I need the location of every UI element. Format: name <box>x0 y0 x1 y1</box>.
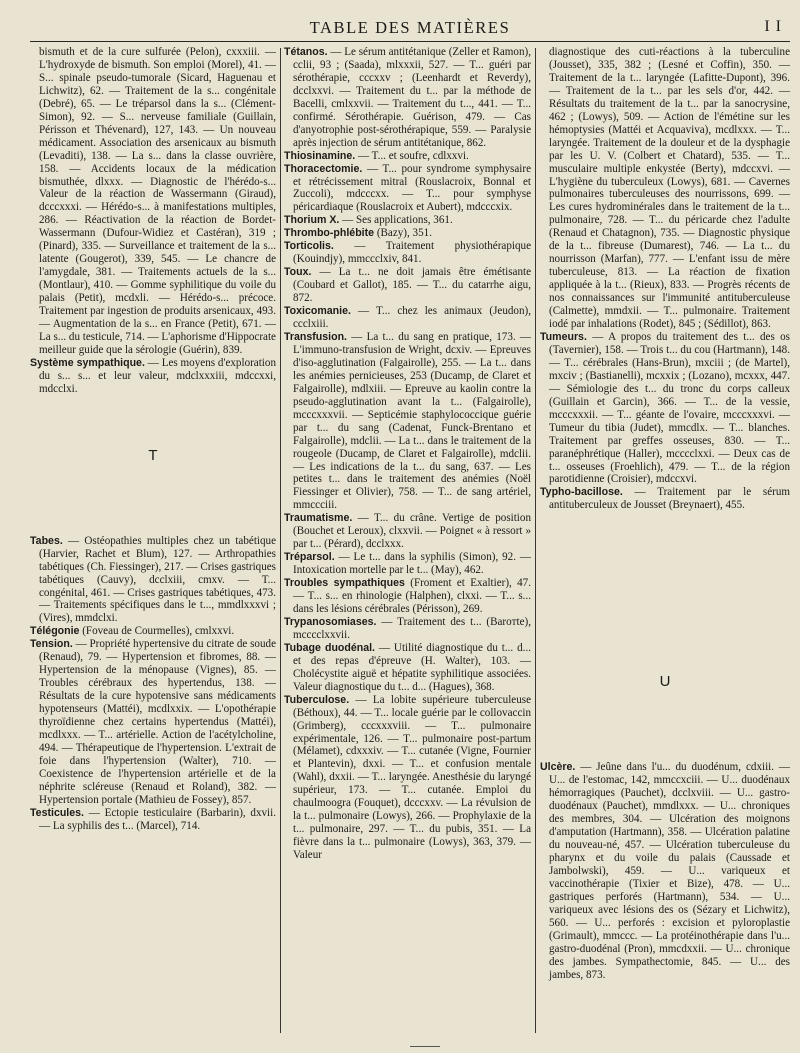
index-entry <box>30 638 276 806</box>
column-divider-1 <box>280 48 281 1033</box>
index-keyword: Trypanosomiases. <box>284 615 377 628</box>
column-1 <box>30 46 276 1046</box>
index-text: (Foveau de Courmelles), cmlxxvi. <box>79 625 235 638</box>
index-entry <box>284 331 531 512</box>
index-entry <box>540 486 790 512</box>
index-entry <box>284 642 531 694</box>
index-text: — Le sérum antitétanique (Zeller et Ramon), cclii, 93 ; (Saada), mlxxxii, 527. — T... guéri par sérothérapie, cccxxv ; (Leenhardt et Reverdy), dcclxxvi. — Traitement du t... par la méthode de Bacelli, cmlxxvii. — Traitement du t..., 441. — T... confirmé. Sérothérapie. Guérison, 479. — Cas d'anyotrophie post-sérothérapique, 559. — Paralysie après injection de sérum antitétanique, 862. <box>293 46 531 149</box>
index-text: bismuth et de la cure sulfurée (Pelon), cxxxiii. — L'hydroxyde de bismuth. Son emploi (Morel), 41. — S... spinale pseudo-tumorale (Sicard, Haguenau et Lichwitz), 62. — Traitement de la s... congénitale (Debré), 65. — Le tréparsol dans la s... (Clément-Simon), 92. — S... nerveuse familiale (Guillain, Périsson et Thévenard), 127, 143. — Un nouveau médicament. Association des arsenicaux au bismuth (Levaditi), 138. — La s... dans la classe ouvrière, 158. — Accidents locaux de la médication bismuthée, dlxxx. — Diagnostic de l'hérédo-s... Valeur de la réaction de Wassermann (Giraud), dcccxxxi. — Hérédo-s... à manifestations multiples, 286. — Réactivation de la réaction de Bordet-Wassermann (Dufour-Widiez et Castéran), 319 ; (Pinard), 335. — Surveillance et traitement de la s... latente (Gougerot), 339, 545. — Le chancre de l'amygdale, 381. — Traitements actuels de la s... (Montlaur), 410. — Gomme syphilitique du voile du palais (Petit), mcdxli. — Hérédo-s... précoce. Traitement par ingestion de produits arsenicaux, 493. — Augmentation de la s... en France (Petit), 671. — La s... du testicule, 714. — L'aphorisme d'Hippocrate meilleur guide que la sérologie (Guérin), 839. <box>39 46 276 356</box>
index-entry <box>284 305 531 331</box>
index-keyword: Troubles sympathiques <box>284 577 405 590</box>
index-entry <box>540 46 790 331</box>
index-entry <box>284 512 531 551</box>
index-text: — Traitement des t... (Baroтte), mcccclxxvii. <box>293 615 531 641</box>
index-text: — T... et soufre, cdlxxvi. <box>355 149 469 162</box>
index-keyword: Thorium X. <box>284 214 340 227</box>
index-entry <box>30 46 276 357</box>
index-keyword: Transfusion. <box>284 330 347 343</box>
index-text: — T... du crâne. Vertige de position (Bouchet et Leroux), clxxvii. — Poignet « à ressort » par t... (Pérard), dcclxxx. <box>293 512 531 551</box>
column-3 <box>540 46 790 1046</box>
index-text: — La lobite supérieure tuberculeuse (Béthoux), 44. — T... locale guérie par le collovaccin (Grimberg), cccxxxviii. — T... pulmonaire expérimentale, 126. — T... pulmonaire post-partum (Mélamet), cdxxxiv. — T... cutanée (Vigne, Fournier et Plantevin), dxxi. — T... et confusion mentale (Wahl), dxxii. — T... laryngée. Anesthésie du laryngé supérieur, 173. — T... cutanée. Emploi du chaulmoogra (Fouquet), dcccxxv. — La révulsion de la t... pulmonaire (Lowys), 266. — Prophylaxie de la t... pulmonaire, 297. — T... du pubis, 351. — La fièvre dans la t... pulmonaire (Lowys), 363, 379. — Valeur <box>293 693 531 862</box>
index-keyword: Tréparsol. <box>284 551 335 564</box>
section-spacer <box>540 701 790 761</box>
index-entry <box>30 625 276 638</box>
index-entry <box>284 240 531 266</box>
column-2 <box>284 46 531 1046</box>
index-text: diagnostique des cuti-réactions à la tuberculine (Jousset), 335, 382 ; (Lesné et Coffin), 350. — Traitement de la t... laryngée (Lafitte-Dupont), 396. — Traitement de la t... par les sels d'or, 442. — Résultats du traitement de la t... par la sanocrysine, 462 ; (Lowys), 509. — Action de l'émétine sur les hémoptysies (Mattéi et Acquaviva), mcdlxxx. — T... laryngée. Traitement de la douleur et de la dysphagie par les U. V. (Colbert et Chatard), 535. — T... musculaire multiple enkystée (Berty), mdccxvi. — L'hygiène du tuberculeux (Lowys), 681. — Cavernes pulmonaires tuberculeuses des nourrissons, 699. — Les cures hydrominérales dans le traitement de la t... pulmonaire, 728. — T... du péricarde chez l'adulte (Renaud et Chatagnon), 735. — Diagnostic physique de la t... fibreuse (Dumarest), 746. — La t... du nourrisson (Marfan), 777. — L'enfant issu de mère tuberculeuse, 813. — La réaction de fixation appliquée à la t... (Rieux), 833. — Progrès récents de nos connaissances sur l'immunité antituberculeuse (Calmette), mmdxii. — T... pulmonaire. Traitement iodé par inhalations (Rodet), 845 ; (Sédillot), 863. <box>549 46 790 331</box>
index-keyword: Thrombo-phlébite <box>284 227 375 240</box>
index-keyword: Système sympathique. <box>30 356 145 369</box>
index-keyword: Toux. <box>284 266 312 279</box>
index-entry <box>284 694 531 862</box>
index-keyword: Tumeurs. <box>540 330 587 343</box>
index-keyword: Thiosinamine. <box>284 149 356 162</box>
index-text: — Ectopie testiculaire (Barbarin), dxvii. — La syphilis des t... (Marcel), 714. <box>39 806 276 832</box>
footer-rule <box>410 1046 440 1047</box>
page-number: I I <box>764 18 782 35</box>
section-letter-t: T <box>148 446 158 464</box>
index-text: — Traitement physiothérapique (Kouindjy), mmccclxiv, 841. <box>293 240 531 266</box>
index-keyword: Thoracectomie. <box>284 162 363 175</box>
index-entry <box>284 227 531 240</box>
index-entry <box>540 331 790 486</box>
header-rule <box>30 41 790 42</box>
index-entry <box>284 266 531 305</box>
index-text: — La t... ne doit jamais être émétisante (Coubard et Gallot), 185. — T... du catarrhe aigu, 872. <box>293 266 531 305</box>
index-entry <box>284 616 531 642</box>
index-entry <box>284 150 531 163</box>
section-spacer <box>30 475 276 535</box>
index-keyword: Tension. <box>30 638 73 651</box>
section-spacer <box>30 396 276 436</box>
index-text: — T... chez les animaux (Jeudon), ccclxiii. <box>293 305 531 331</box>
index-text: — Le t... dans la syphilis (Simon), 92. — Intoxication mortelle par le t... (May), 462. <box>293 551 531 577</box>
index-text: — Ses applications, 361. <box>339 214 453 227</box>
section-spacer <box>540 512 790 662</box>
index-entry <box>284 551 531 577</box>
index-keyword: Typho-bacillose. <box>540 486 623 499</box>
index-keyword: Torticolis. <box>284 240 334 253</box>
index-keyword: Tubage duodénal. <box>284 641 375 654</box>
index-text: — Propriété hypertensive du citrate de soude (Renaud), 79. — Hypertension et fibromes, 88. — Hypertension de la ménopause (Vignes), 85. — Troubles cérébraux des hypertendus, 138. — Résultats de la cure hypotensive sans médicaments hypotenseurs (Mattéi), mcdlxxix. — L'opothérapie thyroïdienne chez certains hypertendus (Mattéi), mcdlxxx. — T... artérielle. Action de l'acétylcholine, 494. — Thérapeutique de l'hypertension. L'extrait de foie dans l'hypertension (Walter), 710. — Coexistence de l'hypertension artérielle et de la néphrite scléreuse (Renaud et Roland), 382. — Hypertension portale (Mathieu de Fossey), 857. <box>39 638 276 806</box>
index-text: — Ostéopathies multiples chez un tabétique (Harvier, Rachet et Blum), 127. — Arthropathies tabétiques (Ch. Fiessinger), 217. — Crises gastriques tabétiques (Cauvy), dcclxiii, cmxv. — T... congénital, 461. — Crises gastriques tabétiques, 473. — Traitements spécifiques dans le t..., mmdlxxxvi ; (Vires), mmdclxi. <box>39 534 276 625</box>
index-keyword: Toxicomanie. <box>284 305 351 318</box>
index-keyword: Traumatisme. <box>284 512 353 525</box>
index-text: — Traitement par le sérum antituberculeux de Jousset (Breynaert), 455. <box>549 486 790 512</box>
index-keyword: Télégonie <box>30 625 80 638</box>
column-divider-2 <box>535 48 536 1033</box>
index-text: — Jeûne dans l'u... du duodénum, cdxiii. — U... de l'estomac, 142, mmccxciii. — U... duodénaux hémorragiques (Pauchet), dcclxviii. — U... gastro-duodénaux (Pauchet), mmdlxxx. — U... chroniques des membres, 304. — Ulcération des moignons d'amputation (Hartmann), 358. — Ulcération palatine du nouveau-né, 457. — Ulcération tuberculeuse du pharynx et du voile du palais (Caussade et Jambolwski), 459. — U... variqueux et vaccinothérapie (Tixier et Bize), 478. — U... gastriques perforés (Hartmann), 534. — U... variqueux avec lésions des os (Sézary et Lichwitz), 560. — U... perforés : excision et pyloroplastie (Grimault), mmccc. — La protéinothérapie dans l'u... gastro-duodénal (Pron), mmcdxxii. — U... chronique des jambes. Sympathectomie, 845. — U... des jambes, 873. <box>549 761 790 981</box>
index-text: (Froment et Exaltier), 47. — T... s... en rhinologie (Halphen), clxxi. — T... s... dans les lésions cérébrales (Périsson), 269. <box>293 577 531 615</box>
index-keyword: Tuberculose. <box>284 693 350 706</box>
index-entry <box>284 163 531 215</box>
section-letter-u: U <box>659 673 671 691</box>
index-keyword: Tabes. <box>30 534 63 547</box>
index-keyword: Testicules. <box>30 806 84 819</box>
index-text: — A propos du traitement des t... des os (Tavernier), 158. — Trois t... du cou (Hartmann), 148. — T... cérébrales (Hans-Brun), mxciii ; (de Martel), mxciv ; (Bastianelli), mcxxix ; (Lozano), mcxxx, 447. — Sémiologie des t... du tronc du corps calleux (Guillain et Garcin), 366. — T... de la vessie, mcccxxxii. — T... géante de l'ovaire, mcccxxxvi. — Tumeur du tibia (Judet), mmcdlx. — T... blanches. Traitement par greffes osseuses, 830. — T... paranéphrétique (Haller), mcccclxxi. — Deux cas de t... osseuses (Froehlich), 479. — T... de la région parotidienne (Croisier), mdccxvi. <box>549 330 790 486</box>
index-entry <box>30 535 276 626</box>
index-entry <box>30 807 276 833</box>
index-entry <box>30 357 276 396</box>
index-entry <box>540 761 790 981</box>
index-text: — Utilité diagnostique du t... d... et des repas d'épreuve (H. Walter), 103. — Cholécystite aiguë et hépatite syphilitique associées. Valeur diagnostique du t... d... (Hagues), 368. <box>293 641 531 693</box>
index-text: (Bazy), 351. <box>374 227 432 240</box>
running-title: TABLE DES MATIÈRES <box>309 18 511 37</box>
index-keyword: Ulcère. <box>540 761 576 774</box>
index-text: — Les moyens d'exploration du s... s... et leur valeur, mdclxxxiii, mdccxxi, mdcclxi. <box>39 356 276 395</box>
index-text: — T... pour syndrome symphysaire et rétrécissement mitral (Rouslacroix, Bonnal et Zuccoli), mdcccxx. — T... pour symphyse péricardiaque (Rouslacroix et Aubert), mdcccxix. <box>293 162 531 214</box>
index-text: — La t... du sang en pratique, 173. — L'immuno-transfusion de Wright, dcxiv. — Epreuves d'iso-agglutination (Falgairolle), 255. — La t... dans les anémies pernicieuses, 253 (Ducamp, de Claret et Falgairolle), mdlxiii. — Epreuve au kaolin contre la pseudo-agglutination avant la t... (Falgairolle), mcccxxxvii. — Septicémie staphylococcique guérie par t... du sang (Cadenat, Funck-Brentano et Falgairolle), mdclii. — La t... dans le traitement de la rougeole (Ducamp, de Claret et Falgairolle), mdclii. — Les indications de la t... du sang, 637. — Les petites t... dans le traitement des anémies (Noël Fiessinger et Olivier), 758. — T... de sang artériel, mmccciii. <box>293 330 531 512</box>
index-keyword: Tétanos. <box>284 46 328 58</box>
page-header <box>30 14 790 40</box>
index-entry <box>284 46 531 150</box>
index-entry <box>284 214 531 227</box>
index-entry <box>284 577 531 616</box>
